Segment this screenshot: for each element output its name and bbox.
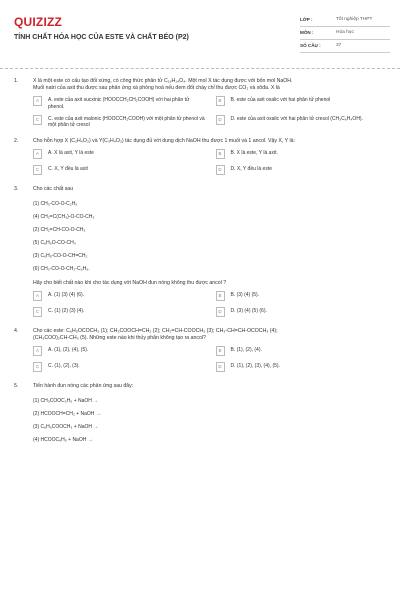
answer-options (33, 97, 388, 129)
option-text: A. (1) (3) (4) (6). (48, 292, 85, 299)
quizizz-logo: QUIZIZZ (14, 15, 63, 29)
option-d[interactable] (216, 166, 389, 177)
option-text: D. X, Y đều là este (230, 166, 273, 173)
meta-row-class (300, 14, 390, 27)
option-letter-box[interactable]: A (33, 291, 42, 301)
compound-item: (2) CH₂=CH-CO-O-CH₃ (33, 227, 86, 234)
option-c[interactable] (33, 166, 206, 177)
option-a[interactable] (33, 150, 206, 161)
compound-item: (6) CH₃-CO-O-CH₂-C₆H₅. (33, 266, 90, 273)
worksheet-header (0, 0, 400, 66)
option-letter-box[interactable]: A (33, 149, 42, 159)
question-text: Tiến hành đun nóng các phản ứng sau đây: (33, 383, 134, 390)
option-letter-box[interactable]: D (216, 115, 225, 125)
option-letter-box[interactable]: C (33, 115, 42, 125)
compound-item: (1) CH₃-CO-O-C₂H₅ (33, 201, 78, 208)
question-5 (0, 383, 400, 447)
reaction-item: (4) HCOOC₆H₅ + NaOH → (33, 437, 93, 444)
option-text: C. este của axit malonic (HOOCCH₂COOH) với một phân tử phenol và một phân tử cresol (48, 115, 205, 129)
option-letter-box[interactable]: B (216, 291, 225, 301)
option-letter-box[interactable]: A (33, 346, 42, 356)
option-b[interactable] (216, 150, 389, 161)
option-a[interactable] (33, 292, 206, 303)
option-a[interactable] (33, 97, 206, 111)
option-b[interactable] (216, 97, 389, 111)
answer-options (33, 150, 388, 177)
option-text: D. este của axit oxalic với hai phân tử cresol (CH₃C₆H₄OH). (230, 115, 363, 122)
question-prompt: Hãy cho biết chất nào khi cho tác dụng với NaOH đun nóng không thu được ancol ? (33, 280, 227, 287)
option-text: B. (3) (4) (5). (230, 292, 260, 299)
question-number: 2. (14, 138, 19, 145)
option-text: B. X là este, Y là axit. (230, 150, 278, 157)
question-3 (0, 186, 400, 319)
meta-value: Tốt nghiệp THPT (336, 16, 373, 22)
compound-list (33, 198, 388, 276)
compound-item: (4) CH₂=C(CH₃)-O-CO-CH₃ (33, 214, 95, 221)
option-text: A. (1), (2), (4), (5). (48, 347, 89, 354)
worksheet-meta (300, 14, 390, 53)
question-text: Cho hỗn hợp X (C₂H₄O₂) và Y(C₃H₄O₂) tác dụng đủ với dung dịch NaOH thu được 1 muối và 1 ancol. Vậy X, Y là: (33, 138, 295, 145)
reaction-item: (3) C₆H₅COOCH₃ + NaOH → (33, 424, 99, 431)
option-letter-box[interactable]: B (216, 149, 225, 159)
option-a[interactable] (33, 347, 206, 358)
option-letter-box[interactable]: C (33, 362, 42, 372)
option-text: D. (1), (2), (3), (4), (5). (230, 363, 280, 370)
answer-options (33, 347, 388, 374)
question-text: Cho các chất sau (33, 186, 74, 193)
option-b[interactable] (216, 292, 389, 303)
question-1 (0, 78, 400, 129)
option-letter-box[interactable]: C (33, 307, 42, 317)
question-number: 1. (14, 78, 19, 84)
option-letter-box[interactable]: D (216, 362, 225, 372)
option-c[interactable] (33, 363, 206, 374)
compound-item: (5) C₆H₅O-CO-CH₃ (33, 240, 76, 247)
question-list (0, 78, 400, 456)
question-2 (0, 138, 400, 177)
question-number: 5. (14, 383, 19, 390)
option-d[interactable] (216, 308, 389, 319)
option-text: A. X là axit, Y là este (48, 150, 94, 157)
option-d[interactable] (216, 116, 389, 130)
question-text: Cho các este: C₆H₅OCOCH₃ (1); CH₃COOCH=CH₂ (2); CH₂=CH-COOCH₃ (3); CH₃-CH=CH-OCOCH₃ (4); (CH₃COO)₂CH-CH₃ (5). Những este nào khi thủy phân không tạo ra ancol? (33, 328, 278, 342)
meta-value: Hóa học (336, 29, 354, 35)
reaction-list (33, 395, 388, 447)
option-letter-box[interactable]: D (216, 165, 225, 175)
meta-row-question-count (300, 40, 390, 53)
answer-options (33, 292, 388, 319)
option-text: C. (1), (2), (3). (48, 363, 80, 370)
meta-label: MÔN : (300, 29, 314, 35)
option-b[interactable] (216, 347, 389, 358)
question-4 (0, 328, 400, 374)
meta-row-subject (300, 27, 390, 40)
meta-label: LỚP : (300, 16, 313, 22)
option-text: C. (1) (2) (3) (4). (48, 308, 85, 315)
worksheet-title: TÍNH CHẤT HÓA HỌC CỦA ESTE VÀ CHẤT BÉO (P2) (14, 34, 189, 41)
option-text: A. este của axit sucxinic (HOOCCH₂CH₂COOH) với hai phân tử phenol. (48, 97, 190, 110)
question-text: X là một este có cấu tạo đối xứng, có công thức phân tử C₁₆H₁₄O₄. Một mol X tác dụng được với bốn mol NaOH. Muối natri của axit thu được sau phản ứng xà phòng hoá nếu đem đốt cháy chỉ thu được CO₂ và xôđa. X là (33, 78, 293, 92)
meta-label: SỐ CÂU : (300, 42, 321, 48)
reaction-item: (1) CH₃COOC₂H₅ + NaOH → (33, 398, 99, 405)
meta-value: 37 (336, 42, 342, 48)
option-text: C. X, Y đều là axit (48, 166, 88, 173)
option-text: B. este của axit oxalic với hai phân tử phenol (230, 97, 331, 104)
question-number: 3. (14, 186, 19, 193)
header-divider (0, 68, 400, 69)
option-letter-box[interactable]: A (33, 96, 42, 106)
option-c[interactable] (33, 308, 206, 319)
option-letter-box[interactable]: C (33, 165, 42, 175)
option-text: B. (1), (2), (4). (230, 347, 262, 354)
reaction-item: (2) HCOOCH=CH₂ + NaOH → (33, 411, 101, 418)
option-letter-box[interactable]: B (216, 346, 225, 356)
option-letter-box[interactable]: B (216, 96, 225, 106)
option-c[interactable] (33, 116, 206, 130)
question-number: 4. (14, 328, 19, 335)
option-text: D. (3) (4) (5) (6). (230, 308, 267, 315)
option-letter-box[interactable]: D (216, 307, 225, 317)
option-d[interactable] (216, 363, 389, 374)
compound-item: (3) C₆H₅-CO-O-CH=CH₂ (33, 253, 88, 260)
